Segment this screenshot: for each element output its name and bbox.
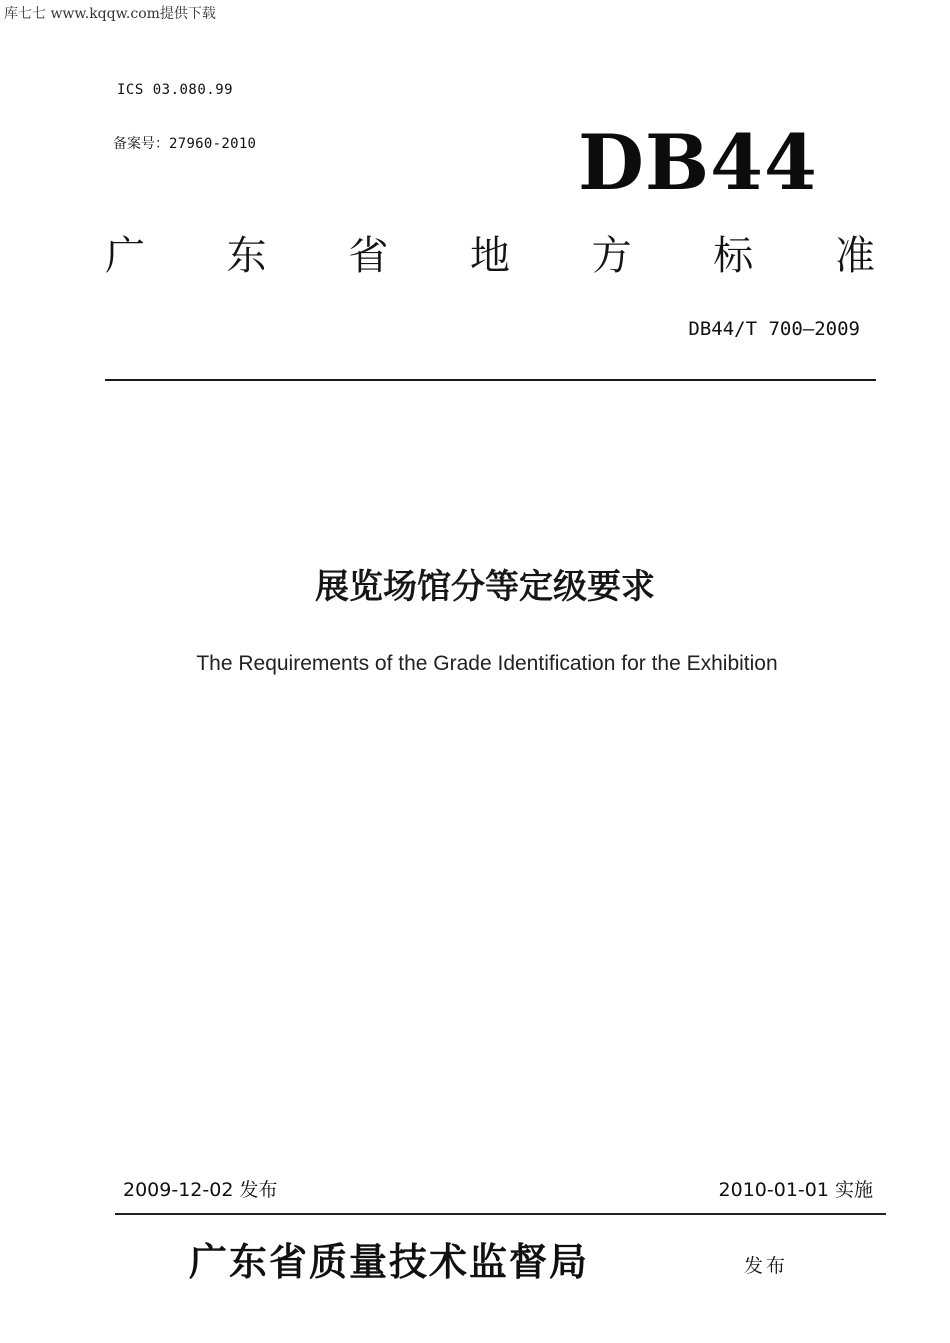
publish-label: 发布: [744, 1255, 789, 1277]
footer-divider: [115, 1213, 886, 1215]
download-watermark: 库七七 www.kqqw.com提供下载: [4, 6, 216, 22]
record-number-value: 27960-2010: [169, 136, 257, 152]
ics-code: ICS 03.080.99: [117, 82, 234, 98]
record-number: [113, 133, 256, 153]
standard-type-char: 标: [713, 233, 754, 279]
standard-type-char: 准: [834, 233, 875, 279]
issuing-authority: 广东省质量技术监督局: [189, 1239, 590, 1284]
document-title-english: The Requirements of the Grade Identification for the Exhibition: [196, 652, 778, 675]
record-number-label: 备案号：: [113, 136, 169, 152]
standard-type-char: 方: [591, 233, 632, 279]
standard-type-heading: [105, 228, 875, 284]
db44-logo: DB44: [578, 118, 818, 207]
standard-type-char: 东: [226, 233, 267, 279]
issue-date: 2009-12-02 发布: [123, 1179, 278, 1201]
standard-type-char: 省: [348, 233, 389, 279]
standard-type-char: 广: [105, 233, 145, 279]
implementation-date: 2010-01-01 实施: [718, 1179, 873, 1201]
header-divider: [105, 379, 876, 381]
document-title-chinese: 展览场馆分等定级要求: [315, 567, 655, 607]
standard-type-char: 地: [469, 233, 510, 279]
standard-code: DB44/T 700—2009: [688, 318, 860, 340]
